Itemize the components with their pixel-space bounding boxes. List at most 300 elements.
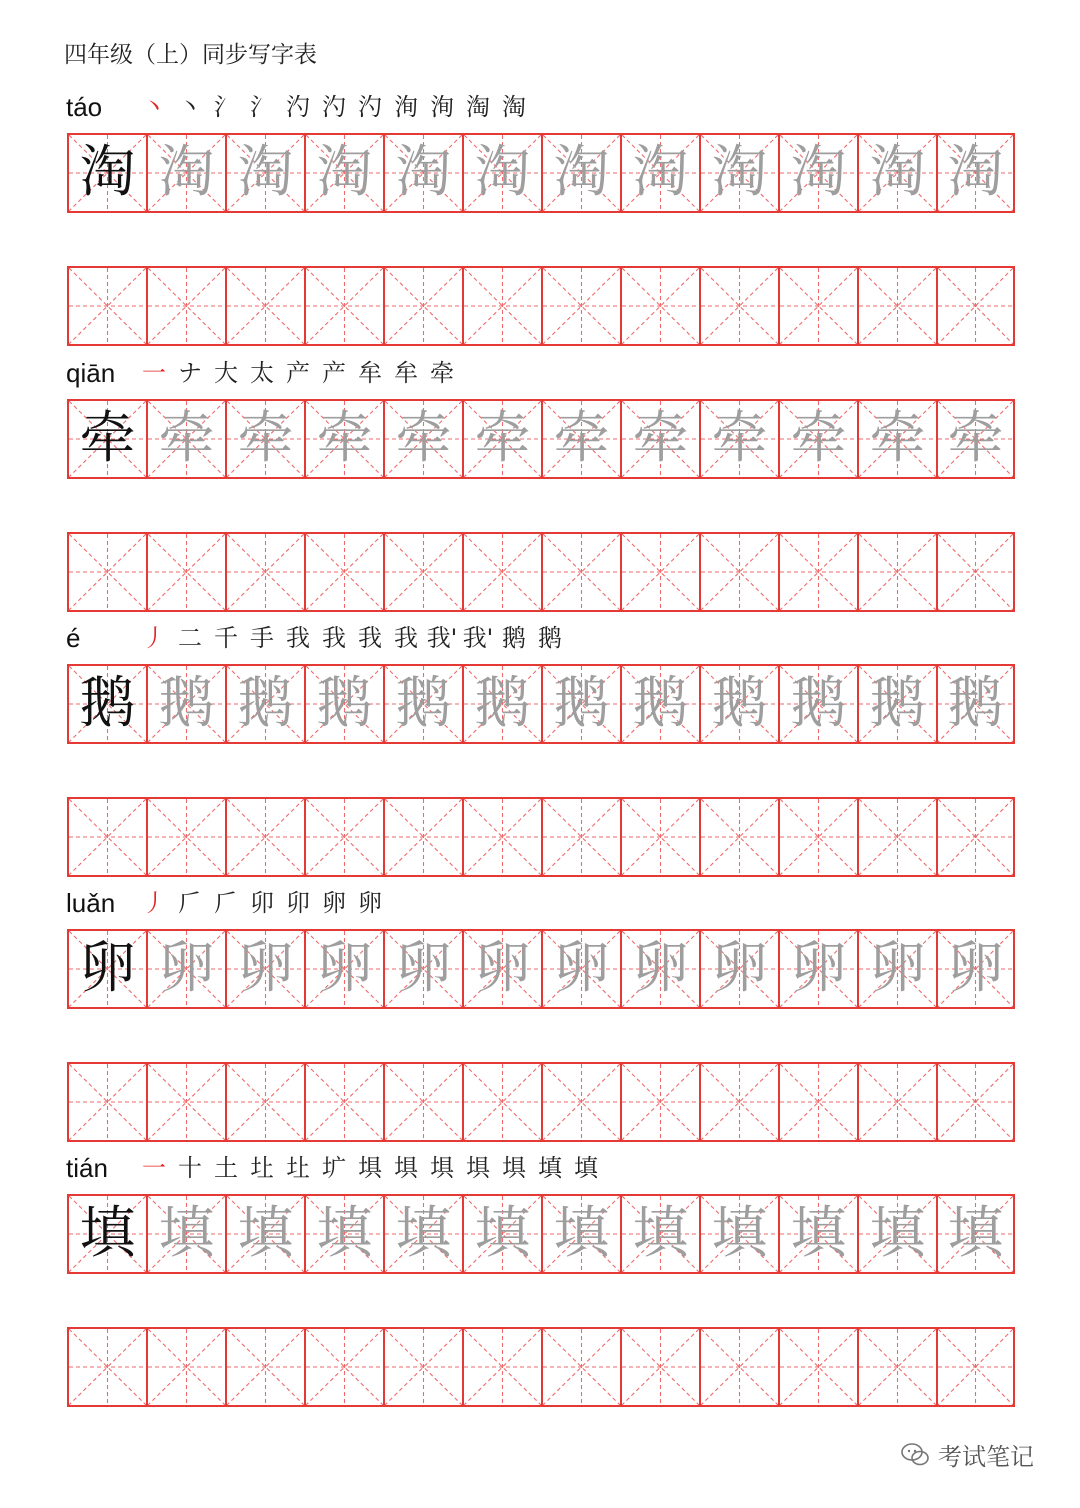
- grid-cell: [620, 797, 699, 877]
- grid-cell: [778, 1327, 857, 1407]
- trace-character: 淘: [553, 140, 610, 205]
- trace-character: 牵: [869, 406, 926, 471]
- grid-guide-lines: [69, 799, 146, 875]
- grid-cell: [225, 266, 304, 346]
- stroke-step: 丶: [142, 93, 166, 121]
- grid-cell: [699, 797, 778, 877]
- trace-character: 卵: [474, 936, 531, 1001]
- grid-cell: [67, 266, 146, 346]
- grid-cell: [462, 1327, 541, 1407]
- practice-row-traced: [67, 664, 1015, 744]
- stroke-step: 埧: [358, 1154, 382, 1182]
- stroke-step: 卯: [286, 889, 310, 917]
- stroke-step: 填: [538, 1154, 562, 1182]
- grid-cell: [857, 797, 936, 877]
- grid-cell: [541, 532, 620, 612]
- grid-cell: [304, 532, 383, 612]
- grid-cell: [146, 664, 225, 744]
- grid-guide-lines: [69, 1329, 146, 1405]
- grid-cell: [857, 266, 936, 346]
- watermark-text: 考试笔记: [938, 1443, 1034, 1471]
- grid-guide-lines: [622, 1329, 699, 1405]
- grid-cell: [225, 532, 304, 612]
- grid-cell: [304, 399, 383, 479]
- grid-guide-lines: [701, 1329, 778, 1405]
- stroke-step: 汋: [286, 93, 310, 121]
- stroke-step: 卯: [250, 889, 274, 917]
- grid-cell: [857, 929, 936, 1009]
- practice-row-traced: [67, 133, 1015, 213]
- grid-cell: [146, 797, 225, 877]
- grid-guide-lines: [938, 799, 1013, 875]
- grid-guide-lines: [701, 534, 778, 610]
- grid-cell: [462, 1194, 541, 1274]
- trace-character: 卵: [869, 936, 926, 1001]
- grid-guide-lines: [385, 1329, 462, 1405]
- pinyin-label: qiān: [66, 358, 116, 388]
- stroke-step: ナ: [178, 359, 202, 387]
- grid-cell: [699, 1194, 778, 1274]
- stroke-step: 丿: [142, 624, 166, 652]
- grid-cell: [462, 797, 541, 877]
- model-character: 淘: [79, 140, 136, 205]
- grid-cell: [620, 532, 699, 612]
- grid-cell: [936, 266, 1015, 346]
- stroke-step: 淘: [502, 93, 526, 121]
- grid-cell: [541, 664, 620, 744]
- stroke-step: 牵: [430, 359, 454, 387]
- trace-character: 淘: [711, 140, 768, 205]
- grid-cell: [462, 133, 541, 213]
- stroke-step: 埧: [430, 1154, 454, 1182]
- grid-cell: [541, 266, 620, 346]
- grid-cell: [541, 1327, 620, 1407]
- grid-guide-lines: [938, 1064, 1013, 1140]
- stroke-step: 填: [574, 1154, 598, 1182]
- grid-guide-lines: [859, 799, 936, 875]
- trace-character: 淘: [632, 140, 689, 205]
- grid-cell: [67, 399, 146, 479]
- stroke-step: 埧: [394, 1154, 418, 1182]
- grid-guide-lines: [622, 534, 699, 610]
- trace-character: 卵: [158, 936, 215, 1001]
- grid-cell: [146, 133, 225, 213]
- stroke-step: 产: [322, 359, 346, 387]
- stroke-step: 丿: [142, 889, 166, 917]
- grid-cell: [857, 664, 936, 744]
- stroke-step: 土: [214, 1154, 238, 1182]
- grid-cell: [225, 1062, 304, 1142]
- grid-cell: [67, 797, 146, 877]
- grid-guide-lines: [69, 268, 146, 344]
- grid-cell: [620, 929, 699, 1009]
- trace-character: 牵: [947, 406, 1004, 471]
- practice-row-blank: [67, 1327, 1015, 1407]
- trace-character: 填: [316, 1201, 373, 1266]
- trace-character: 淘: [947, 140, 1004, 205]
- trace-character: 填: [711, 1201, 768, 1266]
- grid-guide-lines: [464, 268, 541, 344]
- grid-cell: [462, 664, 541, 744]
- grid-guide-lines: [938, 268, 1013, 344]
- grid-cell: [620, 1062, 699, 1142]
- grid-cell: [620, 1327, 699, 1407]
- grid-cell: [225, 399, 304, 479]
- grid-cell: [462, 1062, 541, 1142]
- grid-guide-lines: [148, 799, 225, 875]
- grid-guide-lines: [385, 268, 462, 344]
- trace-character: 鹅: [316, 671, 373, 736]
- grid-guide-lines: [543, 1329, 620, 1405]
- stroke-step: 二: [178, 624, 202, 652]
- grid-cell: [146, 399, 225, 479]
- grid-cell: [936, 1194, 1015, 1274]
- stroke-step: 洵: [394, 93, 418, 121]
- practice-row-blank: [67, 266, 1015, 346]
- pinyin-label: é: [66, 623, 81, 653]
- grid-cell: [304, 1327, 383, 1407]
- grid-cell: [146, 1062, 225, 1142]
- grid-cell: [778, 1194, 857, 1274]
- stroke-step: 我': [426, 624, 458, 652]
- grid-cell: [304, 133, 383, 213]
- stroke-step: 大: [214, 359, 238, 387]
- grid-cell: [936, 664, 1015, 744]
- grid-cell: [620, 399, 699, 479]
- grid-cell: [225, 664, 304, 744]
- grid-cell: [304, 664, 383, 744]
- trace-character: 填: [790, 1201, 847, 1266]
- grid-guide-lines: [306, 534, 383, 610]
- grid-guide-lines: [227, 268, 304, 344]
- grid-guide-lines: [780, 268, 857, 344]
- grid-guide-lines: [938, 534, 1013, 610]
- grid-cell: [225, 1327, 304, 1407]
- model-character: 卵: [79, 936, 136, 1001]
- grid-cell: [778, 399, 857, 479]
- grid-cell: [67, 532, 146, 612]
- grid-cell: [304, 1062, 383, 1142]
- grid-cell: [146, 1327, 225, 1407]
- grid-guide-lines: [306, 1064, 383, 1140]
- grid-guide-lines: [227, 1064, 304, 1140]
- grid-cell: [778, 532, 857, 612]
- stroke-step: 我: [286, 624, 310, 652]
- grid-guide-lines: [701, 1064, 778, 1140]
- trace-character: 鹅: [474, 671, 531, 736]
- grid-cell: [462, 399, 541, 479]
- grid-cell: [383, 133, 462, 213]
- trace-character: 鹅: [395, 671, 452, 736]
- grid-guide-lines: [148, 268, 225, 344]
- grid-cell: [383, 266, 462, 346]
- grid-cell: [383, 1194, 462, 1274]
- trace-character: 鹅: [237, 671, 294, 736]
- pinyin-label: táo: [66, 92, 103, 122]
- trace-character: 卵: [316, 936, 373, 1001]
- grid-guide-lines: [306, 799, 383, 875]
- grid-cell: [383, 664, 462, 744]
- grid-cell: [462, 929, 541, 1009]
- trace-character: 淘: [474, 140, 531, 205]
- pinyin-label: luǎn: [66, 888, 116, 918]
- model-character: 鹅: [79, 671, 136, 736]
- stroke-step: 埧: [502, 1154, 526, 1182]
- grid-guide-lines: [859, 268, 936, 344]
- grid-cell: [225, 929, 304, 1009]
- stroke-step: 一: [142, 359, 166, 387]
- grid-guide-lines: [148, 1329, 225, 1405]
- grid-guide-lines: [780, 1329, 857, 1405]
- stroke-step: 卵: [322, 889, 346, 917]
- grid-guide-lines: [385, 799, 462, 875]
- trace-character: 牵: [711, 406, 768, 471]
- trace-character: 淘: [237, 140, 294, 205]
- practice-row-blank: [67, 1062, 1015, 1142]
- grid-cell: [936, 133, 1015, 213]
- trace-character: 卵: [790, 936, 847, 1001]
- grid-cell: [857, 1327, 936, 1407]
- grid-cell: [936, 532, 1015, 612]
- trace-character: 填: [869, 1201, 926, 1266]
- grid-cell: [778, 1062, 857, 1142]
- stroke-step: 鹅: [538, 624, 562, 652]
- grid-guide-lines: [938, 1329, 1013, 1405]
- grid-cell: [699, 266, 778, 346]
- stroke-step: 洵: [430, 93, 454, 121]
- trace-character: 牵: [553, 406, 610, 471]
- trace-character: 淘: [158, 140, 215, 205]
- grid-guide-lines: [780, 799, 857, 875]
- stroke-step: 圵: [286, 1154, 310, 1182]
- trace-character: 鹅: [632, 671, 689, 736]
- grid-cell: [146, 532, 225, 612]
- grid-cell: [699, 1327, 778, 1407]
- grid-cell: [541, 929, 620, 1009]
- stroke-step: 太: [250, 359, 274, 387]
- trace-character: 卵: [947, 936, 1004, 1001]
- trace-character: 鹅: [158, 671, 215, 736]
- grid-cell: [936, 797, 1015, 877]
- grid-cell: [778, 664, 857, 744]
- grid-cell: [383, 797, 462, 877]
- stroke-order-sequence: [136, 90, 532, 124]
- grid-guide-lines: [622, 1064, 699, 1140]
- grid-guide-lines: [622, 268, 699, 344]
- trace-character: 淘: [395, 140, 452, 205]
- grid-cell: [778, 266, 857, 346]
- grid-cell: [383, 399, 462, 479]
- practice-row-traced: [67, 399, 1015, 479]
- model-character: 填: [79, 1201, 136, 1266]
- grid-cell: [67, 929, 146, 1009]
- wechat-icon: [900, 1442, 930, 1468]
- stroke-step: 牟: [394, 359, 418, 387]
- grid-cell: [67, 133, 146, 213]
- stroke-order-sequence: [136, 886, 388, 920]
- trace-character: 鹅: [947, 671, 1004, 736]
- grid-cell: [67, 664, 146, 744]
- trace-character: 牵: [474, 406, 531, 471]
- trace-character: 卵: [553, 936, 610, 1001]
- stroke-step: 圵: [250, 1154, 274, 1182]
- grid-guide-lines: [464, 1329, 541, 1405]
- grid-cell: [857, 399, 936, 479]
- grid-cell: [699, 664, 778, 744]
- grid-cell: [778, 929, 857, 1009]
- stroke-step: 十: [178, 1154, 202, 1182]
- grid-guide-lines: [622, 799, 699, 875]
- grid-guide-lines: [859, 1064, 936, 1140]
- pinyin-label: tián: [66, 1153, 108, 1183]
- grid-cell: [699, 399, 778, 479]
- trace-character: 填: [237, 1201, 294, 1266]
- stroke-order-sequence: [136, 621, 568, 655]
- grid-cell: [936, 399, 1015, 479]
- grid-cell: [620, 664, 699, 744]
- stroke-step: 𠂆: [178, 889, 202, 917]
- grid-cell: [778, 133, 857, 213]
- grid-guide-lines: [306, 268, 383, 344]
- grid-cell: [936, 1327, 1015, 1407]
- model-character: 牵: [79, 406, 136, 471]
- grid-cell: [620, 133, 699, 213]
- grid-cell: [541, 1194, 620, 1274]
- grid-cell: [146, 1194, 225, 1274]
- grid-guide-lines: [701, 268, 778, 344]
- grid-cell: [699, 929, 778, 1009]
- trace-character: 淘: [869, 140, 926, 205]
- trace-character: 填: [158, 1201, 215, 1266]
- grid-cell: [541, 133, 620, 213]
- trace-character: 填: [395, 1201, 452, 1266]
- grid-guide-lines: [780, 1064, 857, 1140]
- trace-character: 填: [474, 1201, 531, 1266]
- stroke-step: 氵: [250, 93, 274, 121]
- trace-character: 卵: [395, 936, 452, 1001]
- trace-character: 鹅: [553, 671, 610, 736]
- stroke-order-sequence: [136, 1151, 604, 1185]
- grid-cell: [857, 133, 936, 213]
- trace-character: 牵: [395, 406, 452, 471]
- stroke-step: 丶: [178, 93, 202, 121]
- grid-cell: [857, 1062, 936, 1142]
- stroke-step: 我': [462, 624, 494, 652]
- stroke-step: 汋: [358, 93, 382, 121]
- grid-cell: [225, 797, 304, 877]
- stroke-step: 鹅: [502, 624, 526, 652]
- trace-character: 卵: [632, 936, 689, 1001]
- trace-character: 卵: [237, 936, 294, 1001]
- grid-guide-lines: [69, 1064, 146, 1140]
- trace-character: 填: [553, 1201, 610, 1266]
- page-title: 四年级（上）同步写字表: [64, 42, 317, 68]
- trace-character: 淘: [790, 140, 847, 205]
- stroke-step: 淘: [466, 93, 490, 121]
- trace-character: 牵: [632, 406, 689, 471]
- grid-cell: [225, 133, 304, 213]
- stroke-step: 产: [286, 359, 310, 387]
- stroke-step: 手: [250, 624, 274, 652]
- grid-cell: [699, 133, 778, 213]
- grid-guide-lines: [464, 1064, 541, 1140]
- grid-cell: [620, 266, 699, 346]
- grid-cell: [304, 266, 383, 346]
- stroke-step: 圹: [322, 1154, 346, 1182]
- trace-character: 鹅: [869, 671, 926, 736]
- stroke-step: 我: [394, 624, 418, 652]
- grid-cell: [67, 1062, 146, 1142]
- grid-cell: [857, 532, 936, 612]
- grid-cell: [146, 266, 225, 346]
- grid-guide-lines: [227, 799, 304, 875]
- grid-cell: [857, 1194, 936, 1274]
- practice-row-traced: [67, 929, 1015, 1009]
- grid-cell: [383, 929, 462, 1009]
- grid-guide-lines: [385, 534, 462, 610]
- grid-cell: [620, 1194, 699, 1274]
- grid-guide-lines: [859, 534, 936, 610]
- trace-character: 牵: [237, 406, 294, 471]
- stroke-step: 汋: [322, 93, 346, 121]
- grid-guide-lines: [385, 1064, 462, 1140]
- stroke-step: 牟: [358, 359, 382, 387]
- stroke-step: 千: [214, 624, 238, 652]
- stroke-step: 卵: [358, 889, 382, 917]
- trace-character: 鹅: [790, 671, 847, 736]
- grid-guide-lines: [148, 1064, 225, 1140]
- stroke-step: 埧: [466, 1154, 490, 1182]
- trace-character: 卵: [711, 936, 768, 1001]
- trace-character: 牵: [790, 406, 847, 471]
- grid-cell: [699, 1062, 778, 1142]
- grid-cell: [936, 1062, 1015, 1142]
- grid-cell: [462, 266, 541, 346]
- grid-guide-lines: [780, 534, 857, 610]
- watermark: [900, 1437, 1034, 1472]
- practice-row-blank: [67, 532, 1015, 612]
- grid-guide-lines: [543, 268, 620, 344]
- grid-cell: [67, 1194, 146, 1274]
- grid-guide-lines: [701, 799, 778, 875]
- trace-character: 填: [632, 1201, 689, 1266]
- grid-cell: [541, 399, 620, 479]
- trace-character: 淘: [316, 140, 373, 205]
- stroke-step: 氵: [214, 93, 238, 121]
- grid-cell: [541, 1062, 620, 1142]
- grid-guide-lines: [227, 1329, 304, 1405]
- grid-guide-lines: [543, 1064, 620, 1140]
- grid-cell: [383, 1327, 462, 1407]
- grid-cell: [383, 1062, 462, 1142]
- trace-character: 牵: [158, 406, 215, 471]
- stroke-step: 我: [358, 624, 382, 652]
- grid-guide-lines: [464, 799, 541, 875]
- practice-row-blank: [67, 797, 1015, 877]
- stroke-step: 我: [322, 624, 346, 652]
- grid-cell: [304, 797, 383, 877]
- grid-guide-lines: [306, 1329, 383, 1405]
- grid-cell: [146, 929, 225, 1009]
- grid-guide-lines: [543, 534, 620, 610]
- grid-cell: [67, 1327, 146, 1407]
- stroke-step: 一: [142, 1154, 166, 1182]
- grid-cell: [936, 929, 1015, 1009]
- grid-guide-lines: [543, 799, 620, 875]
- trace-character: 填: [947, 1201, 1004, 1266]
- grid-cell: [541, 797, 620, 877]
- grid-cell: [225, 1194, 304, 1274]
